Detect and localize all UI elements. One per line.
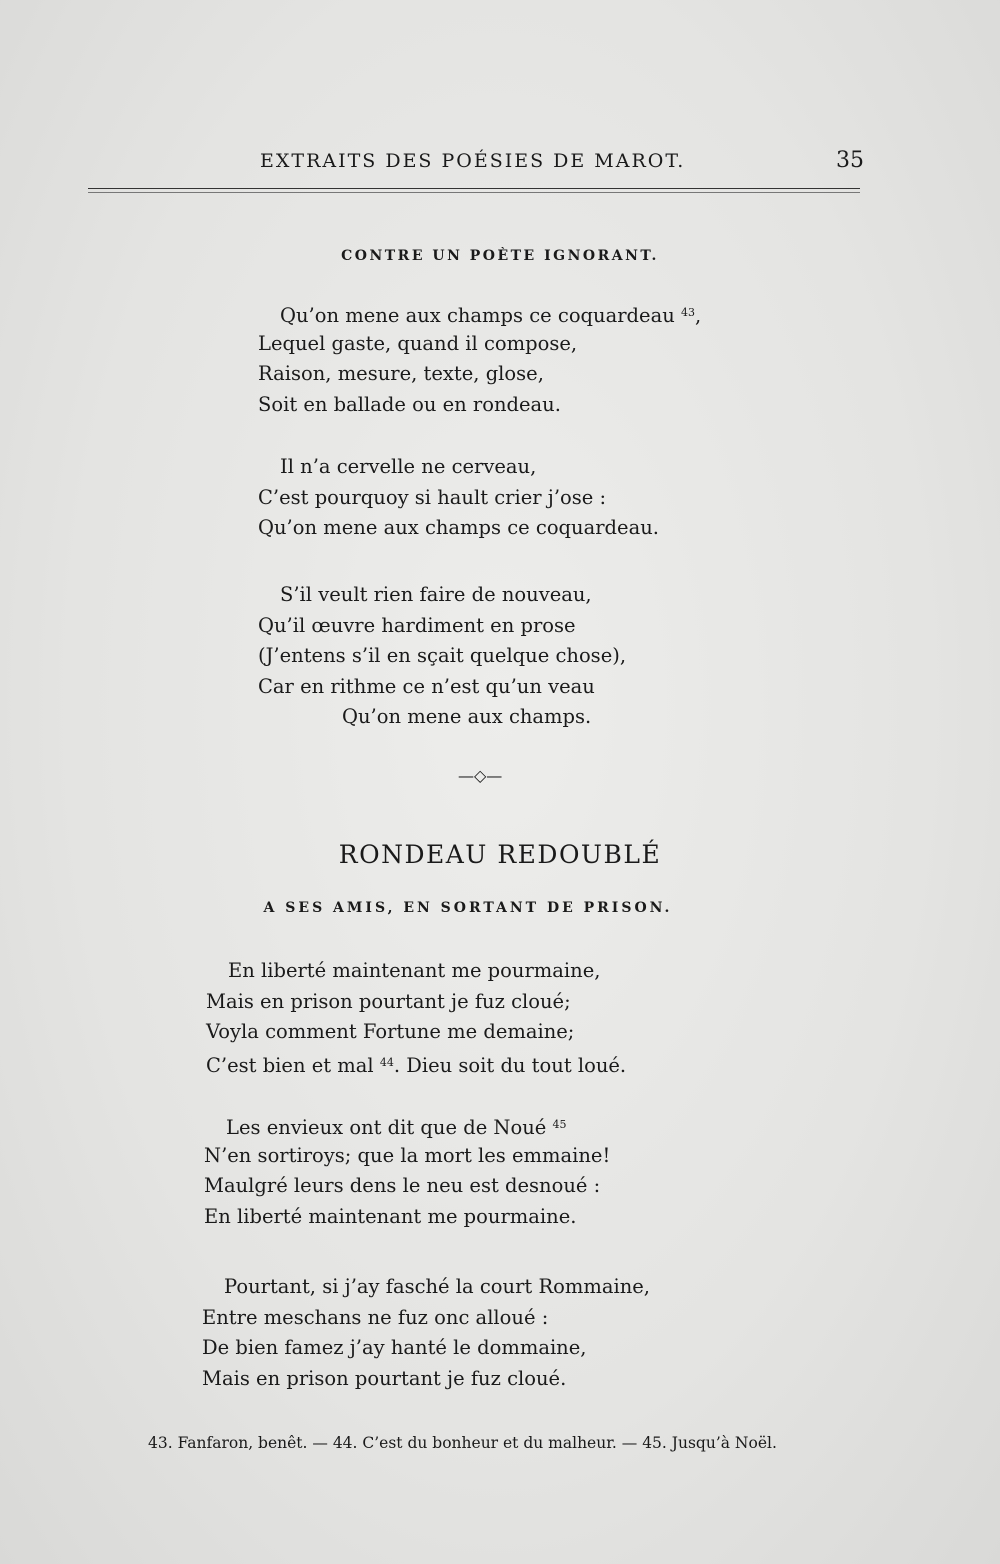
verse-line: C’est pourquoy si hault crier j’ose : <box>258 485 607 509</box>
poem1-stanza3 <box>258 580 626 733</box>
poem2-dedication: A SES AMIS, EN SORTANT DE PRISON. <box>263 900 673 916</box>
footnotes: 43. Fanfaron, benêt. — 44. C’est du bonheur et du malheur. — 45. Jusqu’à Noël. <box>148 1434 777 1452</box>
verse-line: Raison, mesure, texte, glose, <box>258 362 544 385</box>
header-rule-secondary <box>88 192 860 193</box>
verse-line: Maulgré leurs dens le neu est desnoué : <box>204 1174 601 1197</box>
footnote-ref: 43 <box>680 306 695 319</box>
verse-line: Qu’on mene aux champs. <box>342 705 592 728</box>
verse-line: Voyla comment Fortune me demaine; <box>206 1020 575 1043</box>
verse-line: (J’entens s’il en sçait quelque chose), <box>258 644 627 667</box>
verse-line: Mais en prison pourtant je fuz cloué. <box>202 1366 567 1390</box>
header-rule <box>88 188 860 189</box>
verse-line: Les envieux ont dit que de Noué $^{45}$ <box>226 1116 567 1139</box>
verse-line: Mais en prison pourtant je fuz cloué; <box>206 989 571 1013</box>
poem2-title: RONDEAU REDOUBLÉ <box>338 840 662 869</box>
poem1-stanza1 <box>258 298 701 420</box>
poem2-stanza3 <box>202 1272 650 1394</box>
verse-line: De bien famez j’ay hanté le dommaine, <box>202 1336 587 1359</box>
verse-line: Pourtant, si j’ay fasché la court Rommaine, <box>224 1275 651 1298</box>
verse-line: Car en rithme ce n’est qu’un veau <box>258 674 595 698</box>
footnote-ref: 45 <box>552 1118 567 1131</box>
running-title: EXTRAITS DES POÉSIES DE MAROT. <box>260 150 686 172</box>
verse-line: Qu’il œuvre hardiment en prose <box>258 613 576 637</box>
verse-line: Lequel gaste, quand il compose, <box>258 331 578 355</box>
verse-line: N’en sortiroys; que la mort les emmaine! <box>204 1143 611 1167</box>
poem2-stanza2 <box>204 1110 610 1232</box>
verse-line: Qu’on mene aux champs ce coquardeau. <box>258 516 659 539</box>
page-number: 35 <box>836 148 864 173</box>
poem1-title: CONTRE UN POÈTE IGNORANT. <box>341 248 659 264</box>
poem1-stanza2 <box>258 452 659 544</box>
verse-line: Entre meschans ne fuz onc alloué : <box>202 1305 549 1329</box>
page-header <box>0 150 1000 180</box>
verse-line: Il n’a cervelle ne cerveau, <box>280 455 537 478</box>
verse-line: En liberté maintenant me pourmaine, <box>228 959 601 982</box>
section-separator: —◇— <box>458 766 503 785</box>
verse-line: En liberté maintenant me pourmaine. <box>204 1204 577 1228</box>
verse-line: C’est bien et mal $^{44}$. Dieu soit du tout loué. <box>206 1053 627 1077</box>
verse-line: Soit en ballade ou en rondeau. <box>258 392 561 416</box>
verse-line: Qu’on mene aux champs ce coquardeau $^{43}$, <box>280 304 702 327</box>
footnote-ref: 44 <box>379 1055 394 1069</box>
poem2-stanza1 <box>206 956 626 1078</box>
verse-line: S’il veult rien faire de nouveau, <box>280 583 592 606</box>
